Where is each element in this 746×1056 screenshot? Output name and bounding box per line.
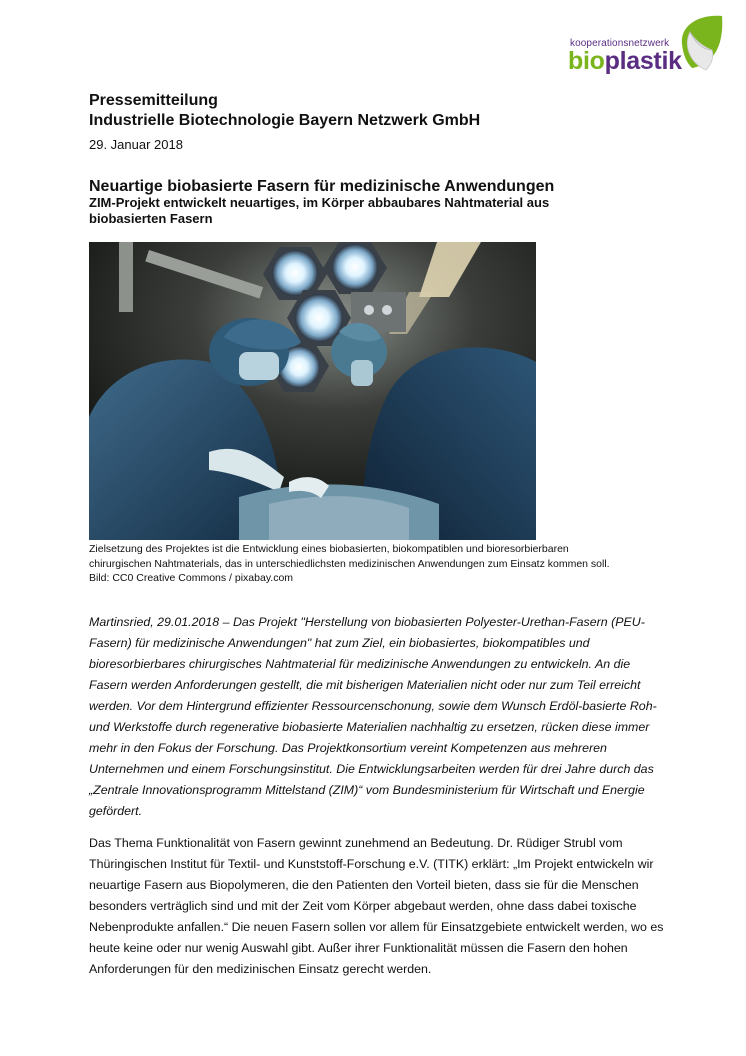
logo-tagline: kooperationsnetzwerk (570, 38, 670, 49)
leaf-icon (676, 14, 724, 72)
article-subtitle: ZIM-Projekt entwickelt neuartiges, im Körper abbaubares Nahtmaterial aus biobasierten Fasern (89, 195, 550, 226)
article-title: Neuartige biobasierte Fasern für medizinische Anwendungen (89, 178, 555, 195)
caption-line: Zielsetzung des Projektes ist die Entwicklung eines biobasierten, biokompatiblen und bioresorbierbaren (89, 543, 569, 555)
press-release-label: Pressemitteilung (89, 92, 218, 109)
logo-plastik-text: plastik (604, 47, 682, 75)
image-credit: Bild: CC0 Creative Commons / pixabay.com (89, 572, 294, 585)
logo-wordmark (568, 47, 682, 75)
image-caption (89, 542, 669, 586)
surgery-photo (89, 242, 536, 540)
organization-name: Industrielle Biotechnologie Bayern Netzwerk GmbH (89, 112, 481, 129)
press-header (89, 91, 480, 131)
logo-bio-text: bio (568, 47, 605, 75)
lead-paragraph: Martinsried, 29.01.2018 – Das Projekt "Herstellung von biobasierten Polyester-Urethan-Fasern (PEU-Fasern) für medizinische Anwendungen" hat zum Ziel, ein biobasiertes, biokompatibles und bioresorbierbares chirurgisches Nahtmaterial für medizinische Anwendungen zu entwickeln. An die Fasern werden Anforderungen gestellt, die mit bisherigen Materialien nicht oder nur zum Teil erreicht werden. Vor dem Hintergrund effizienter Ressourcenschonung, sowie dem Wunsch Erdöl-basierte Roh- und Werkstoffe durch regenerative biobasierte Materialien nachhaltig zu ersetzen, rücken diese immer mehr in den Fokus der Forschung. Das Projektkonsortium vereint Kompetenzen aus mehreren Unternehmen und einem Forschungsinstitut. Die Entwicklungsarbeiten werden für drei Jahre durch das „Zentrale Innovationsprogramm Mittelstand (ZIM)“ vom Bundesministerium für Wirtschaft und Energie gefördert. (89, 615, 657, 818)
caption-line: chirurgischen Nahtmaterials, das in unterschiedlichsten medizinischen Anwendungen zum Einsatz kommen soll. (89, 557, 610, 570)
body-paragraph: Das Thema Funktionalität von Fasern gewinnt zunehmend an Bedeutung. Dr. Rüdiger Strubl vom Thüringischen Institut für Textil- und Kunststoff-Forschung e.V. (TITK) erklärt: „Im Projekt entwickeln wir neuartige Fasern aus Biopolymeren, die den Patienten den Vorteil bieten, dass sie für die Menschen besonders verträglich sind und mit der Zeit vom Körper abgebaut werden, ohne dass dabei toxische Nebenprodukte anfallen.“ Die neuen Fasern sollen vor allem für Einsatzgebiete entwickelt werden, wo es heute keine oder nur wenig Auswahl gibt. Außer ihrer Funktionalität müssen die Fasern den hohen Anforderungen für den medizinischen Einsatz gerecht werden. (89, 836, 664, 976)
release-date: 29. Januar 2018 (89, 137, 183, 152)
brand-logo (562, 14, 727, 80)
